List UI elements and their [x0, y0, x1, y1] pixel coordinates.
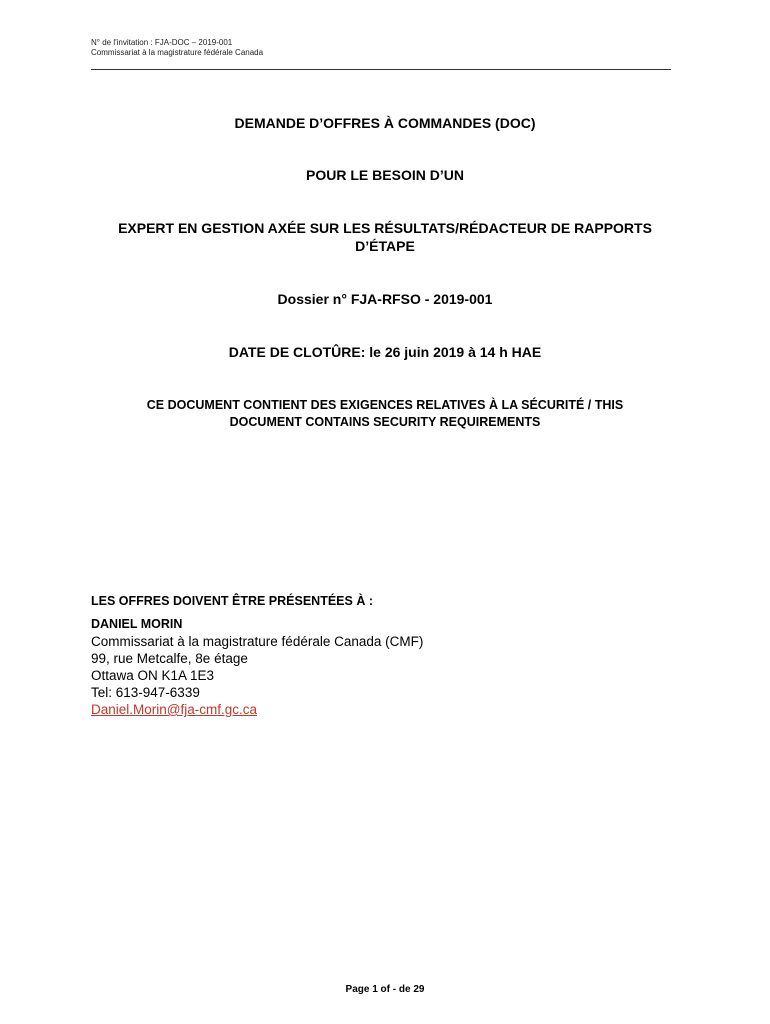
contact-name: DANIEL MORIN — [91, 617, 183, 631]
header-divider — [91, 69, 671, 70]
contact-phone: Tel: 613-947-6339 — [91, 685, 200, 700]
expert-title-line1: EXPERT EN GESTION AXÉE SUR LES RÉSULTATS/RÉDACTEUR DE RAPPORTS — [118, 220, 652, 236]
contact-address-line2: Ottawa ON K1A 1E3 — [91, 668, 215, 683]
expert-title — [91, 219, 679, 255]
submission-contact — [91, 593, 671, 718]
contact-address-line1: 99, rue Metcalfe, 8e étage — [91, 651, 248, 666]
header-organization: Commissariat à la magistrature fédérale Canada — [91, 48, 264, 57]
page-header — [91, 38, 671, 58]
need-line: POUR LE BESOIN D’UN — [306, 167, 464, 183]
security-notice — [100, 397, 670, 431]
submission-heading: LES OFFRES DOIVENT ÊTRE PRÉSENTÉES À : — [91, 594, 373, 608]
document-title: DEMANDE D’OFFRES À COMMANDES (DOC) — [234, 115, 536, 131]
security-notice-line2: DOCUMENT CONTAINS SECURITY REQUIREMENTS — [229, 415, 541, 429]
invitation-number: N° de l'invitation : FJA-DOC – 2019-001 — [91, 38, 233, 47]
file-number: Dossier n° FJA-RFSO - 2019-001 — [277, 291, 493, 307]
security-notice-line1: CE DOCUMENT CONTIENT DES EXIGENCES RELATIVES À LA SÉCURITÉ / THIS — [146, 398, 624, 412]
closing-date: DATE DE CLOTÛRE: le 26 juin 2019 à 14 h HAE — [228, 344, 542, 360]
contact-organization: Commissariat à la magistrature fédérale Canada (CMF) — [91, 634, 424, 649]
contact-email-link[interactable]: Daniel.Morin@fja-cmf.gc.ca — [91, 702, 258, 717]
expert-title-line2: D’ÉTAPE — [355, 238, 415, 254]
page-number: Page 1 of - de 29 — [345, 984, 425, 995]
